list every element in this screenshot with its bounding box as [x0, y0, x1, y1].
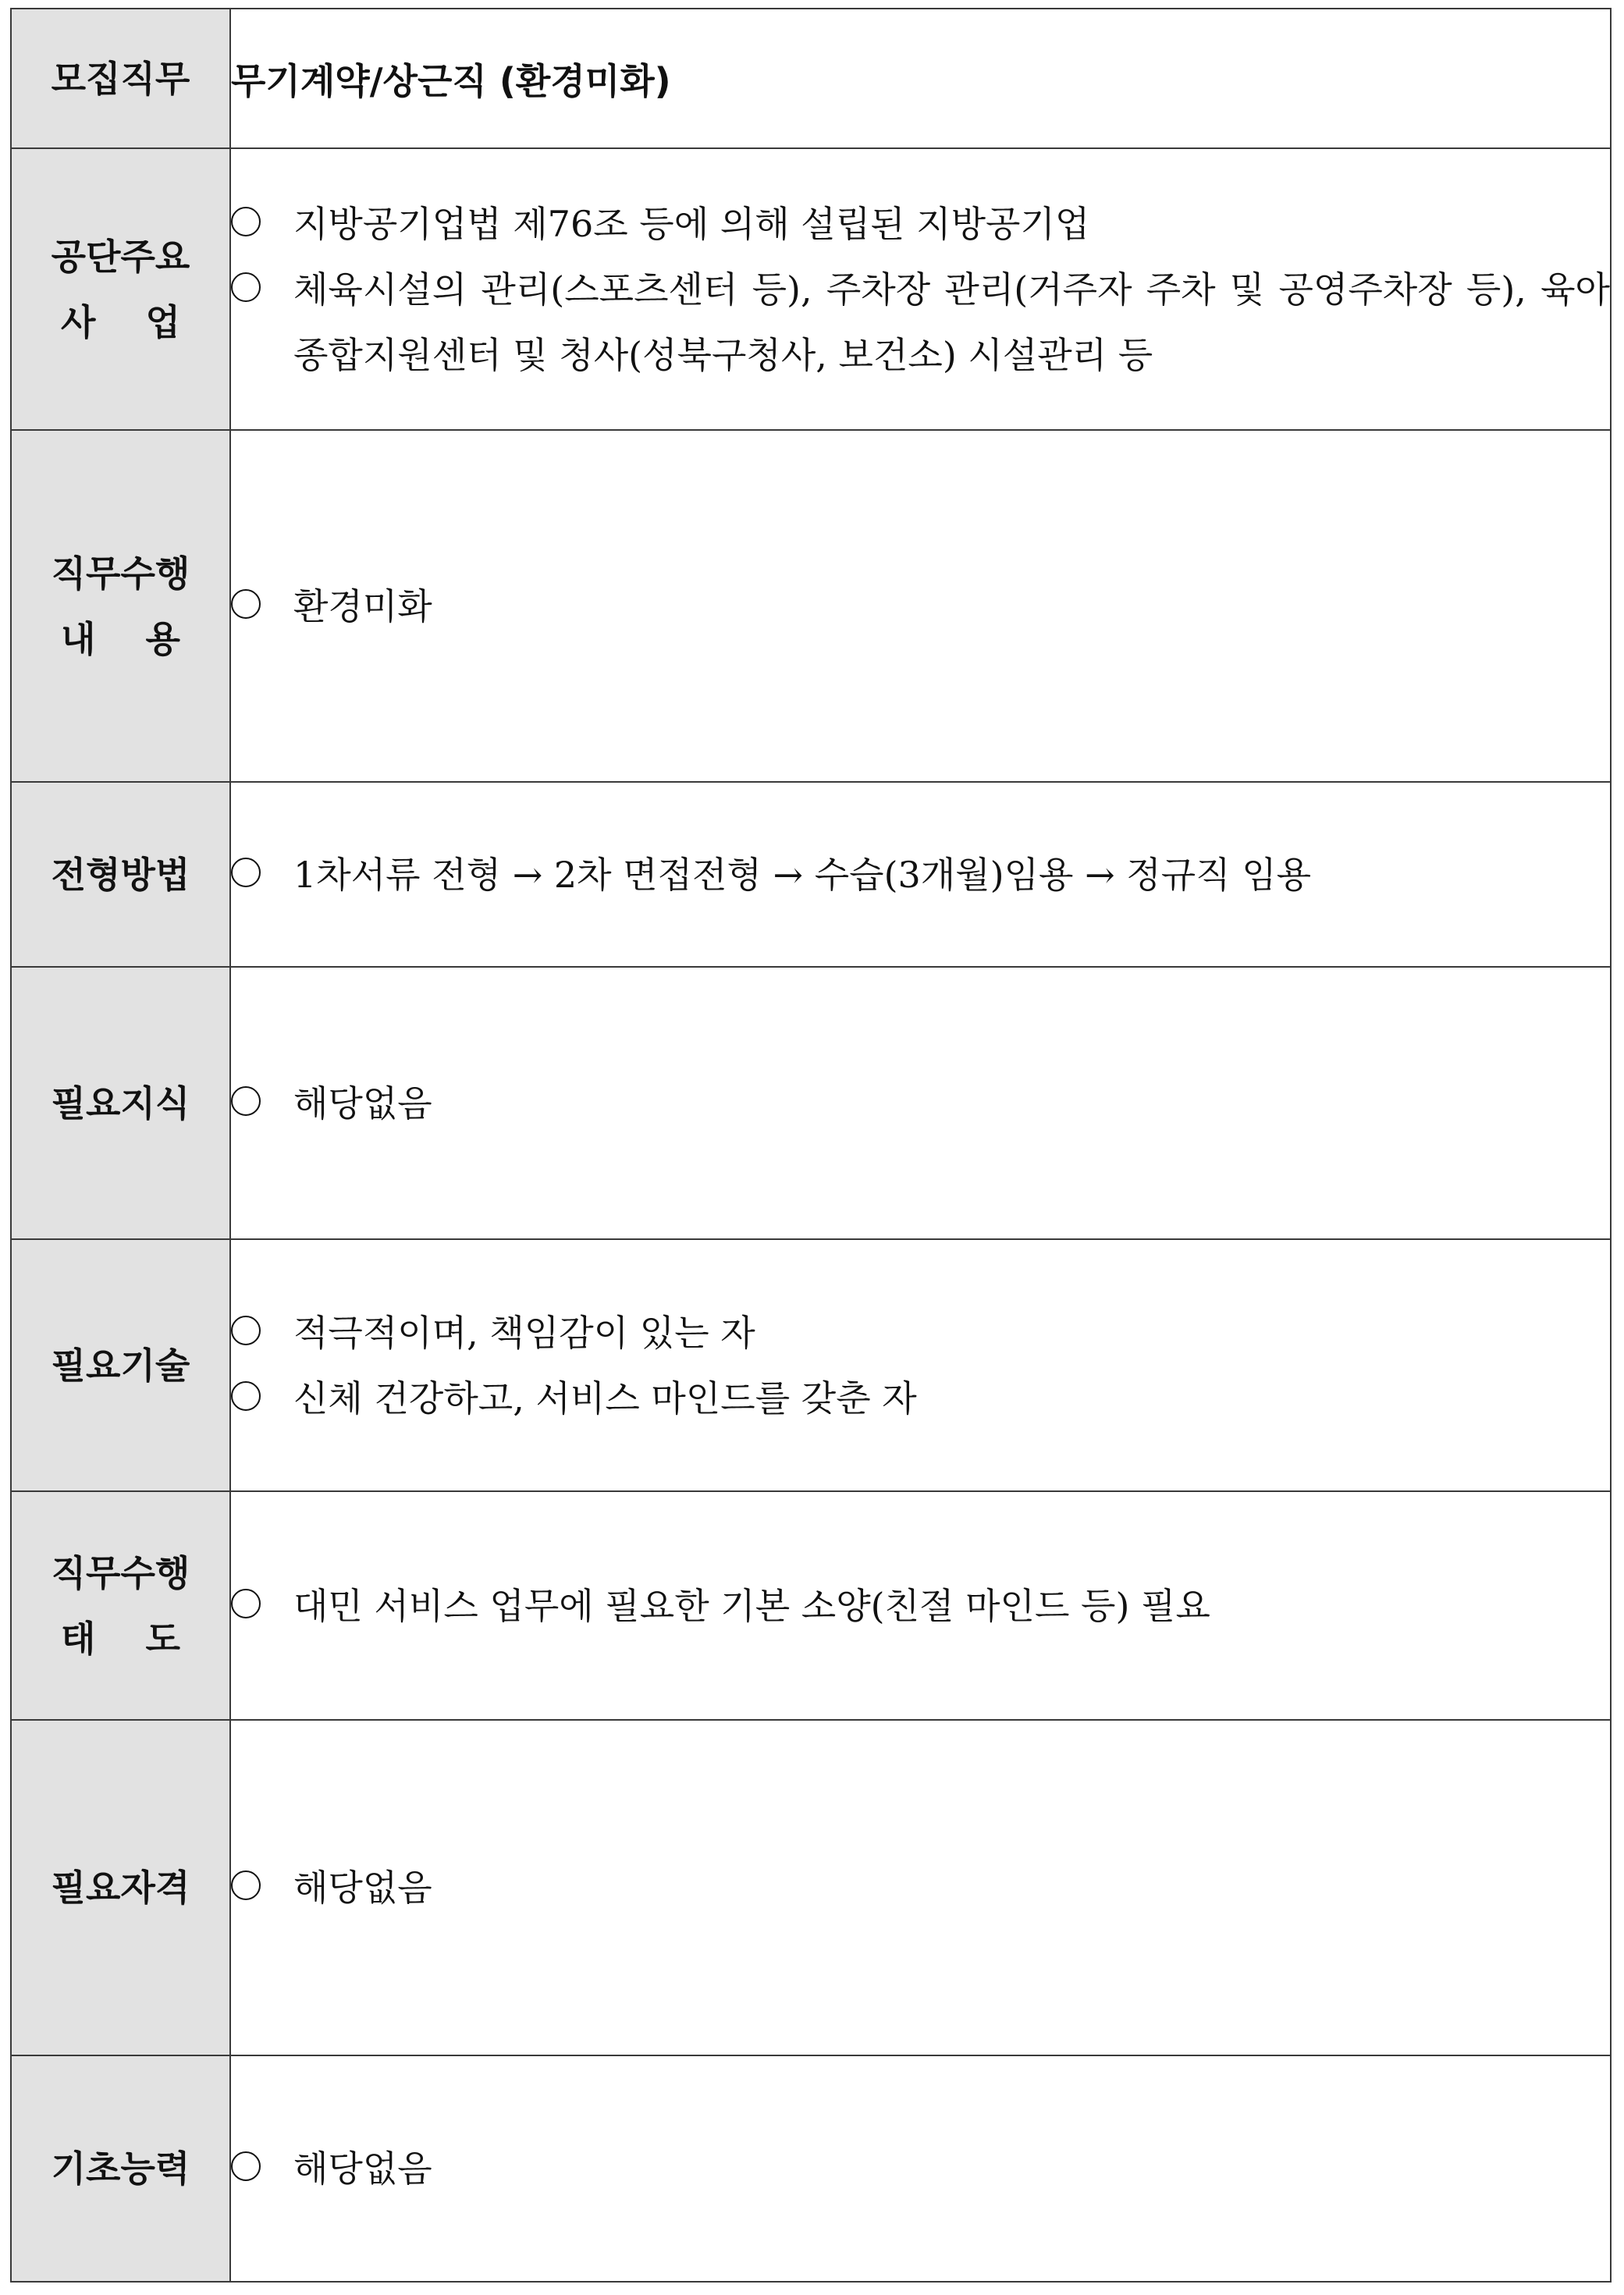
circle-bullet-icon	[231, 1316, 261, 1345]
circle-bullet-icon	[231, 272, 261, 302]
list-item	[231, 1366, 1610, 1431]
label-line: 공단주요	[51, 235, 190, 278]
row-required-knowledge	[11, 967, 1611, 1239]
list-item-text: 해당없음	[293, 2148, 432, 2190]
circle-bullet-icon	[231, 207, 261, 236]
row-required-qualifications	[11, 1720, 1611, 2055]
label-recruitment-position	[11, 9, 230, 148]
label-required-qualifications	[11, 1720, 230, 2055]
row-main-business	[11, 148, 1611, 430]
list-item	[231, 1573, 1610, 1639]
basic-abilities-content	[230, 2055, 1611, 2282]
list-item	[231, 1071, 1610, 1136]
list-item-text: 해당없음	[293, 1082, 432, 1124]
label-line: 사 업	[61, 300, 180, 343]
list-item-text: 신체 건강하고, 서비스 마인드를 갖춘 자	[293, 1377, 917, 1419]
circle-bullet-icon	[231, 1086, 261, 1116]
row-basic-abilities	[11, 2055, 1611, 2282]
list-item	[231, 1855, 1610, 1920]
label-line: 직무수행	[51, 552, 190, 595]
row-selection-method	[11, 782, 1611, 967]
label-line: 태 도	[61, 1617, 180, 1660]
selection-method-content	[230, 782, 1611, 967]
label-line: 필요자격	[51, 1867, 190, 1909]
label-job-duties	[11, 430, 230, 782]
label-main-business	[11, 148, 230, 430]
list-item	[231, 1300, 1610, 1366]
job-description-table	[10, 8, 1612, 2283]
label-basic-abilities	[11, 2055, 230, 2282]
list-item	[231, 191, 1610, 257]
job-attitude-content	[230, 1491, 1611, 1720]
label-selection-method	[11, 782, 230, 967]
circle-bullet-icon	[231, 1870, 261, 1900]
row-required-skills	[11, 1239, 1611, 1491]
list-item-text: 1차서류 전형 → 2차 면접전형 → 수습(3개월)임용 → 정규직 임용	[293, 853, 1312, 896]
label-line: 기초능력	[51, 2148, 190, 2190]
list-item-text: 지방공기업법 제76조 등에 의해 설립된 지방공기업	[293, 202, 1090, 245]
list-item-text: 대민 서비스 업무에 필요한 기본 소양(친절 마인드 등) 필요	[293, 1584, 1210, 1627]
label-required-knowledge	[11, 967, 230, 1239]
required-skills-content	[230, 1239, 1611, 1491]
label-line: 전형방법	[51, 853, 190, 896]
main-business-content	[230, 148, 1611, 430]
label-line: 필요지식	[51, 1082, 190, 1124]
row-recruitment-position	[11, 9, 1611, 148]
list-item	[231, 574, 1610, 639]
job-duties-content	[230, 430, 1611, 782]
circle-bullet-icon	[231, 1589, 261, 1618]
required-knowledge-content	[230, 967, 1611, 1239]
label-line: 직무수행	[51, 1551, 190, 1594]
row-job-attitude	[11, 1491, 1611, 1720]
list-item	[231, 257, 1610, 388]
label-line: 필요기술	[51, 1344, 190, 1387]
circle-bullet-icon	[231, 858, 261, 887]
recruitment-position-value: 무기계약/상근직 (환경미화)	[230, 9, 1611, 148]
circle-bullet-icon	[231, 589, 261, 619]
label-job-attitude	[11, 1491, 230, 1720]
required-qualifications-content	[230, 1720, 1611, 2055]
row-job-duties	[11, 430, 1611, 782]
label-line: 모집직무	[51, 57, 190, 100]
list-item	[231, 2136, 1610, 2201]
list-item-text: 해당없음	[293, 1867, 432, 1909]
circle-bullet-icon	[231, 1381, 261, 1411]
list-item	[231, 842, 1610, 908]
list-item-text: 체육시설의 관리(스포츠센터 등), 주차장 관리(거주자 주차 및 공영주차장 등), 육아종합지원센터 및 청사(성북구청사, 보건소) 시설관리 등	[293, 268, 1610, 376]
list-item-text: 환경미화	[293, 584, 432, 627]
list-item-text: 적극적이며, 책임감이 있는 자	[293, 1311, 755, 1354]
label-required-skills	[11, 1239, 230, 1491]
circle-bullet-icon	[231, 2151, 261, 2181]
label-line: 내 용	[61, 617, 180, 660]
